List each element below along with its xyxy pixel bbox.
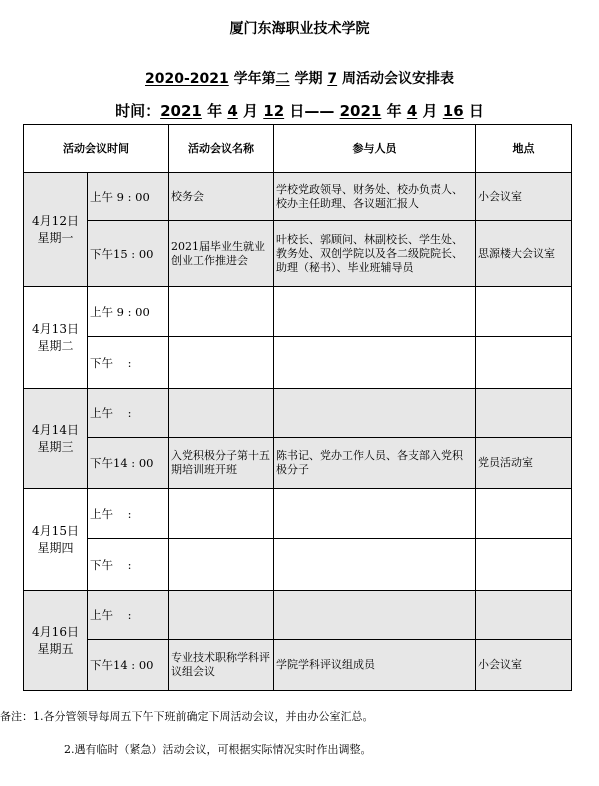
note-2: 2.遇有临时（紧急）活动会议，可根据实际情况实时作出调整。 [64, 743, 372, 756]
day-cell [24, 389, 88, 489]
col-time: 活动会议时间 [24, 125, 169, 173]
participants-cell [274, 337, 476, 389]
participants-cell: 陈书记、党办工作人员、各支部入党积极分子 [274, 438, 476, 489]
day-weekday: 星期二 [37, 338, 74, 353]
time-cell: 下午 : [88, 337, 169, 389]
meeting-name-cell: 专业技术职称学科评议组会议 [169, 640, 274, 691]
participants-cell: 学校党政领导、财务处、校办负责人、校办主任助理、各议题汇报人 [274, 173, 476, 221]
table-row [24, 489, 572, 539]
location-cell [476, 389, 572, 438]
table-header-row [24, 125, 572, 173]
meeting-name-cell: 校务会 [169, 173, 274, 221]
location-cell [476, 539, 572, 591]
col-people: 参与人员 [274, 125, 476, 173]
location-cell: 思源楼大会议室 [476, 221, 572, 287]
week-number: 7 [327, 71, 338, 87]
meeting-name-cell [169, 337, 274, 389]
meeting-name-cell [169, 489, 274, 539]
schedule-title: 2020-2021 学年第二 学期 7 周活动会议安排表 [145, 71, 454, 87]
table-row [24, 389, 572, 438]
schedule-table [23, 124, 572, 691]
day-date: 4月16日 [32, 624, 79, 639]
academic-year: 2020-2021 [145, 71, 229, 87]
participants-cell [274, 489, 476, 539]
table-row [24, 337, 572, 389]
location-cell [476, 591, 572, 640]
time-cell: 上午 : [88, 489, 169, 539]
table-row [24, 438, 572, 489]
table-row [24, 221, 572, 287]
meeting-name-cell [169, 287, 274, 337]
location-cell [476, 337, 572, 389]
time-cell: 上午 9 : 00 [88, 173, 169, 221]
day-weekday: 星期一 [37, 230, 74, 245]
participants-cell: 学院学科评议组成员 [274, 640, 476, 691]
table-row [24, 287, 572, 337]
day-weekday: 星期五 [37, 641, 74, 656]
col-name: 活动会议名称 [169, 125, 274, 173]
meeting-name-cell [169, 539, 274, 591]
location-cell: 小会议室 [476, 640, 572, 691]
location-cell [476, 489, 572, 539]
table-row [24, 173, 572, 221]
note-1: 备注：1.各分管领导每周五下午下班前确定下周活动会议，并由办公室汇总。 [0, 710, 374, 723]
day-cell [24, 591, 88, 691]
time-cell: 上午 : [88, 591, 169, 640]
day-date: 4月13日 [32, 321, 79, 336]
participants-cell [274, 539, 476, 591]
meeting-name-cell [169, 591, 274, 640]
col-place: 地点 [476, 125, 572, 173]
participants-cell [274, 591, 476, 640]
table-row [24, 539, 572, 591]
day-date: 4月14日 [32, 422, 79, 437]
day-cell [24, 173, 88, 287]
school-title: 厦门东海职业技术学院 [229, 21, 370, 37]
table-row [24, 640, 572, 691]
table-row [24, 591, 572, 640]
day-cell [24, 489, 88, 591]
time-cell: 上午 : [88, 389, 169, 438]
time-cell: 下午14 : 00 [88, 640, 169, 691]
day-date: 4月15日 [32, 523, 79, 538]
term-number: 二 [275, 71, 290, 87]
time-cell: 下午15 : 00 [88, 221, 169, 287]
participants-cell: 叶校长、郭顾问、林副校长、学生处、教务处、双创学院以及各二级院院长、助理（秘书）、毕业班辅导员 [274, 221, 476, 287]
participants-cell [274, 287, 476, 337]
meeting-name-cell [169, 389, 274, 438]
location-cell: 小会议室 [476, 173, 572, 221]
location-cell [476, 287, 572, 337]
day-weekday: 星期四 [37, 540, 74, 555]
participants-cell [274, 389, 476, 438]
time-cell: 下午 : [88, 539, 169, 591]
location-cell: 党员活动室 [476, 438, 572, 489]
time-cell: 下午14 : 00 [88, 438, 169, 489]
meeting-name-cell: 2021届毕业生就业创业工作推进会 [169, 221, 274, 287]
time-cell: 上午 9 : 00 [88, 287, 169, 337]
day-weekday: 星期三 [37, 439, 74, 454]
meeting-name-cell: 入党积极分子第十五期培训班开班 [169, 438, 274, 489]
day-cell [24, 287, 88, 389]
day-date: 4月12日 [32, 213, 79, 228]
date-range: 时间：2021 年 4 月 12 日—— 2021 年 4 月 16 日 [115, 102, 484, 120]
